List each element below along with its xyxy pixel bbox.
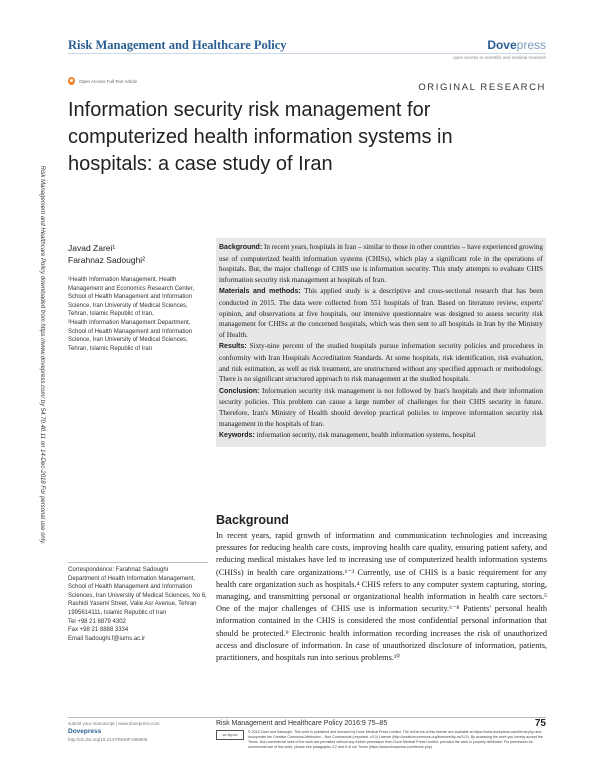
page-number: 75 bbox=[534, 718, 546, 729]
doi-link[interactable]: http://dx.doi.org/10.2147/RMHP.S99908 bbox=[68, 737, 148, 742]
footer-journal-ref: Risk Management and Healthcare Policy 2016:9 75–85 bbox=[216, 720, 388, 727]
background-text: In recent years, rapid growth of information and communication technologies and increasing pressures for reducing health care costs, improving health care quality, ensuring patient safety, and reducing medical mistakes have led to increasing use of computerized health information systems (CHISs) in health care organizations.¹⁻³ Currently, use of CHIS is a basic requirement for any health care organization such as hospitals.⁴ CHIS refers to any computer system capturing, storing, managing, and transmitting personal or organizational health information in health care sectors.⁵ One of the major challenges of CHIS use is information security.⁶⁻⁸ Patients' personal health information contained in the CHIS is considered the most confidential personal information that should be protected.⁹ Electronic health information recording increases the risk of unauthorized access and disclosure of information. In case of unauthorized disclosure of information, patients, practitioners, and hospitals run into serious problems.¹⁰ bbox=[216, 531, 547, 663]
author-1: Javad Zarei¹ bbox=[68, 243, 116, 253]
license-text: © 2016 Zarei and Sadoughi. This work is published and licensed by Dove Medical Press Limited. The full terms of this license are available at https://www.dovepress.com/terms.php and incorporate the Creative Commons Attribution – Non Commercial (unported, v3.0) License (http://creativecommons.org/licenses/by-nc/3.0/). By accessing the work you hereby accept the Terms. Non-commercial uses of the work are permitted without any further permission from Dove Medical Press Limited, provided the work is properly attributed. For permission for commercial use of this work, please see paragraphs 4.2 and 5 of our Terms (https://www.dovepress.com/terms.php). bbox=[248, 730, 543, 749]
abstract-label: Keywords: bbox=[219, 432, 255, 440]
correspondence-email[interactable]: Email Sadoughi.f@iums.ac.ir bbox=[68, 635, 146, 642]
open-access-label bbox=[68, 77, 137, 85]
abstract-text: information security, risk management, health information systems, hospital bbox=[254, 431, 476, 440]
submit-link[interactable]: submit your manuscript | www.dovepress.com bbox=[68, 721, 160, 726]
publisher-logo[interactable] bbox=[487, 38, 546, 52]
download-side-note: Risk Management and Healthcare Policy downloaded from https://www.dovepress.com/ by 54.70.40.11 on 14-Dec-2018 For personal use only. bbox=[39, 165, 45, 545]
affiliation-1: ¹Health Information Management, Health Management and Economics Research Center, School of Health Management and Information Science, Iran University of Medical Sciences, Tehran, Islamic Republic of Iran, bbox=[68, 277, 195, 318]
abstract-label: Materials and methods: bbox=[219, 288, 301, 296]
abstract-label: Background: bbox=[219, 244, 263, 251]
background-heading: Background bbox=[216, 513, 289, 527]
section-tag: ORIGINAL RESEARCH bbox=[418, 82, 546, 93]
abstract-conclusion bbox=[219, 386, 543, 429]
footer-left bbox=[68, 720, 159, 744]
abstract-results bbox=[219, 341, 543, 384]
abstract-text: Information security risk management is not followed by Iran's hospitals and their information security policies. This problem can cause a large number of challenges for their CHIS security in future. Therefore, Iran's Ministry of Health should develop practical policies to improve information security risk management in the hospitals of Iran. bbox=[219, 386, 543, 428]
affiliations bbox=[68, 276, 208, 353]
header-divider bbox=[68, 53, 546, 54]
correspondence-name: Correspondence: Farahnaz Sadoughi bbox=[68, 567, 169, 573]
correspondence-fax: Fax +98 21 8888 3334 bbox=[68, 627, 129, 634]
footer-divider bbox=[68, 717, 546, 718]
abstract-label: Conclusion: bbox=[219, 387, 260, 395]
publisher-tagline: open access to scientific and medical research bbox=[452, 55, 546, 60]
abstract-background bbox=[219, 242, 543, 285]
article-title: Information security risk management for computerized health information systems in hospitals: a case study of Iran bbox=[68, 99, 453, 175]
journal-title: Risk Management and Healthcare Policy bbox=[68, 38, 287, 52]
correspondence bbox=[68, 562, 208, 643]
affiliation-2: ²Health Information Management Department, School of Health Management and Information Science, Iran University of Medical Sciences, Tehran, Islamic Republic of Iran bbox=[68, 319, 193, 352]
author-list bbox=[68, 242, 145, 266]
publisher-sub: press bbox=[516, 38, 546, 52]
abstract-methods bbox=[219, 286, 543, 340]
open-access-icon bbox=[68, 77, 75, 85]
correspondence-address: Department of Health Information Management, School of Health Management and Information Sciences, Iran University of Medical Sciences, No 6, Rashidi Yasemi Street, Valie Asr Avenue, Tehran 1995614111, Islamic Republic of Iran bbox=[68, 575, 207, 616]
abstract-keywords bbox=[219, 430, 543, 442]
open-access-text: Open Access Full Text Article bbox=[79, 78, 137, 84]
abstract-text: This applied study is a descriptive and cross-sectional research that has been conducted in 2015. The data were collected from 551 hospitals of Iran. Based on literature review, experts' opinion, and observations at five hospitals, our intensive questionnaire was designed to assess security risk management for CHISs at the concerned hospitals, which was then sent to all hospitals in Iran by the Ministry of Health. bbox=[219, 287, 543, 339]
publisher-main: Dove bbox=[487, 38, 517, 52]
correspondence-tel: Tel +98 21 8879 4302 bbox=[68, 618, 126, 625]
abstract-box bbox=[216, 238, 546, 447]
footer-dovepress-logo: Dovepress bbox=[68, 728, 102, 735]
abstract-text: In recent years, hospitals in Iran – similar to those in other countries – have experienced growing use of computerized health information systems (CHISs), which play a significant role in the operations of hospitals. But, the major challenge of CHIS use is information security. This study attempts to evaluate CHIS information security risk management at hospitals of Iran. bbox=[219, 243, 543, 284]
abstract-text: Sixty-nine percent of the studied hospitals pursue information security policies and procedures in conformity with Iran Hospitals Accreditation Standards. At some hospitals, risk identification, risk evaluation, and risk estimation, as well as risk treatment, are unstructured without any specified approach or methodology. There is no significant structured approach to risk management at the studied hospitals. bbox=[219, 342, 543, 384]
license-block bbox=[216, 730, 547, 750]
author-2: Farahnaz Sadoughi² bbox=[68, 255, 146, 265]
cc-license-icon[interactable]: cc by-nc bbox=[216, 730, 244, 740]
abstract-label: Results: bbox=[219, 343, 247, 351]
